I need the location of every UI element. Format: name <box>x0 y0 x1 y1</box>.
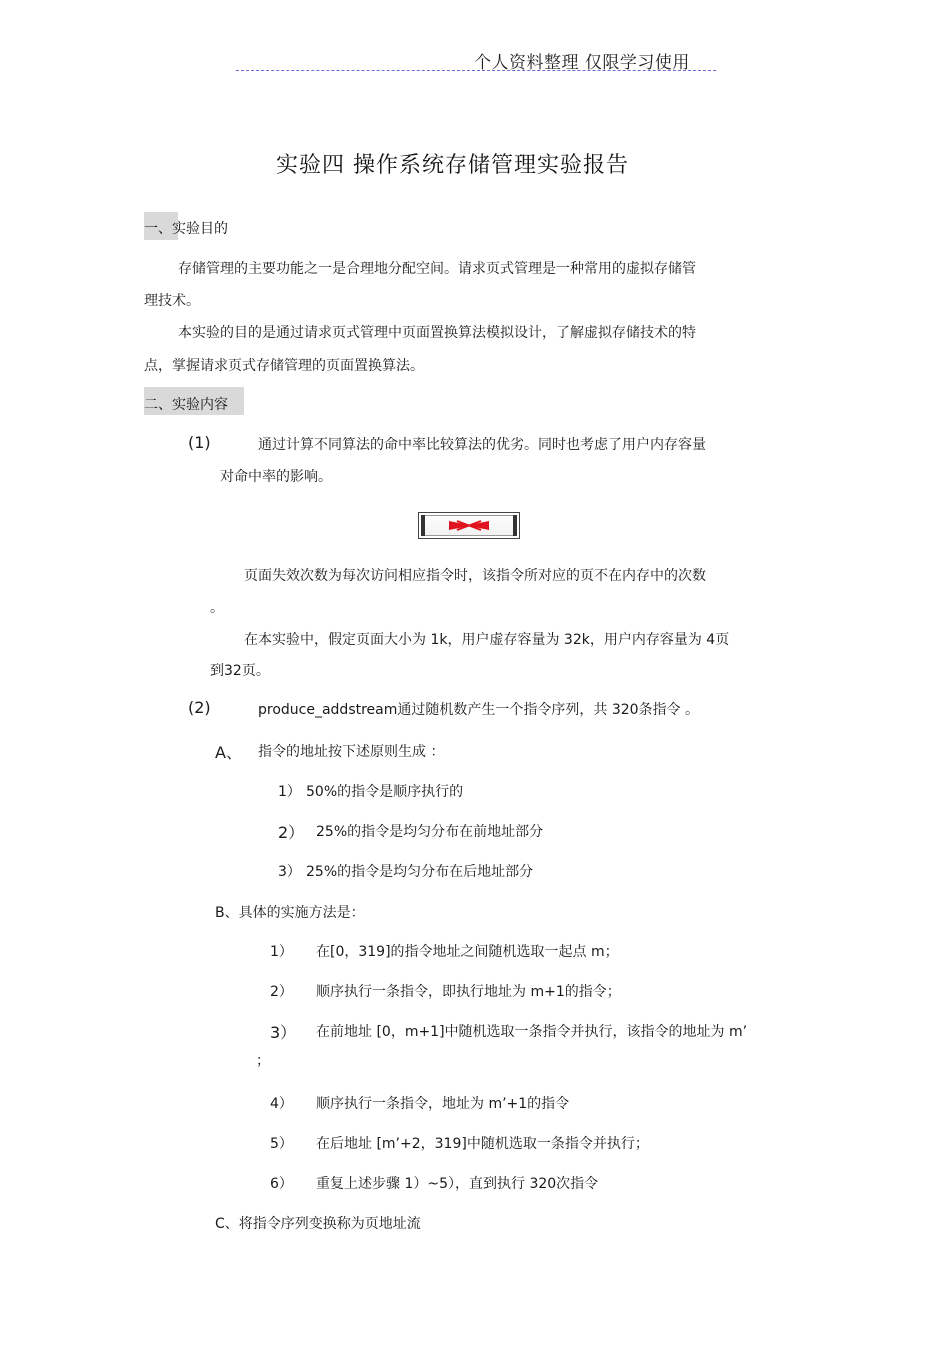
rule3-number: 3） <box>278 864 301 880</box>
page-header-text: 个人资料整理 仅限学习使用 <box>474 53 690 73</box>
step2-text: 顺序执行一条指令，即执行地址为 m+1的指令； <box>316 984 621 1000</box>
step5-text: 在后地址 [m’+2，319]中随机选取一条指令并执行； <box>316 1136 649 1152</box>
rule1-number: 1） <box>278 784 301 800</box>
item2-text: produce_addstream通过随机数产生一个指令序列，共 320条指令 。 <box>258 702 700 718</box>
partA-text: 指令的地址按下述原则生成 ： <box>258 744 445 760</box>
partA-label: A、 <box>215 743 242 762</box>
item1-line1: 通过计算不同算法的命中率比较算法的优劣。同时也考虑了用户内存容量 <box>258 437 706 453</box>
rule2-text: 25%的指令是均匀分布在前地址部分 <box>316 824 544 840</box>
rule1-text: 50%的指令是顺序执行的 <box>306 784 464 800</box>
section1-paragraph1-line1: 存储管理的主要功能之一是合理地分配空间。请求页式管理是一种常用的虚拟存储管 <box>178 261 696 277</box>
page-size-line1: 在本实验中，假定页面大小为 1k，用户虚存容量为 32k，用户内存容量为 4页 <box>244 632 730 648</box>
partC-label: C、将指令序列变换称为页地址流 <box>215 1216 421 1232</box>
step2-number: 2） <box>270 984 293 1000</box>
page-fault-line2: 。 <box>210 600 224 616</box>
item1-number: (1) <box>188 433 211 452</box>
step4-number: 4） <box>270 1096 293 1112</box>
page-fault-line1: 页面失效次数为每次访问相应指令时，该指令所对应的页不在内存中的次数 <box>244 568 706 584</box>
page-size-line2: 到32页。 <box>210 663 270 679</box>
broken-image-icon <box>418 512 520 539</box>
step3-continuation: ； <box>256 1053 270 1069</box>
rule3-text: 25%的指令是均匀分布在后地址部分 <box>306 864 534 880</box>
section1-paragraph1-line2: 理技术。 <box>144 293 200 309</box>
header-divider <box>236 70 716 71</box>
rule2-number: 2） <box>278 823 305 842</box>
step6-text: 重复上述步骤 1）~5），直到执行 320次指令 <box>316 1176 599 1192</box>
step6-number: 6） <box>270 1176 293 1192</box>
section1-heading: 一、实验目的 <box>144 221 228 237</box>
step5-number: 5） <box>270 1136 293 1152</box>
section1-paragraph2-line1: 本实验的目的是通过请求页式管理中页面置换算法模拟设计，了解虚拟存储技术的特 <box>178 325 696 341</box>
item1-line2: 对命中率的影响。 <box>220 469 332 485</box>
step1-number: 1） <box>270 944 293 960</box>
step3-text: 在前地址 [0，m+1]中随机选取一条指令并执行，该指令的地址为 m’ <box>316 1024 748 1040</box>
step4-text: 顺序执行一条指令，地址为 m’+1的指令 <box>316 1096 570 1112</box>
section2-heading: 二、实验内容 <box>144 397 228 413</box>
partB-label: B、具体的实施方法是： <box>215 905 365 921</box>
section1-paragraph2-line2: 点，掌握请求页式存储管理的页面置换算法。 <box>144 358 424 374</box>
step3-number: 3） <box>270 1023 297 1042</box>
item2-number: (2) <box>188 698 211 717</box>
document-title: 实验四 操作系统存储管理实验报告 <box>276 153 629 178</box>
step1-text: 在[0，319]的指令地址之间随机选取一起点 m； <box>316 944 619 960</box>
